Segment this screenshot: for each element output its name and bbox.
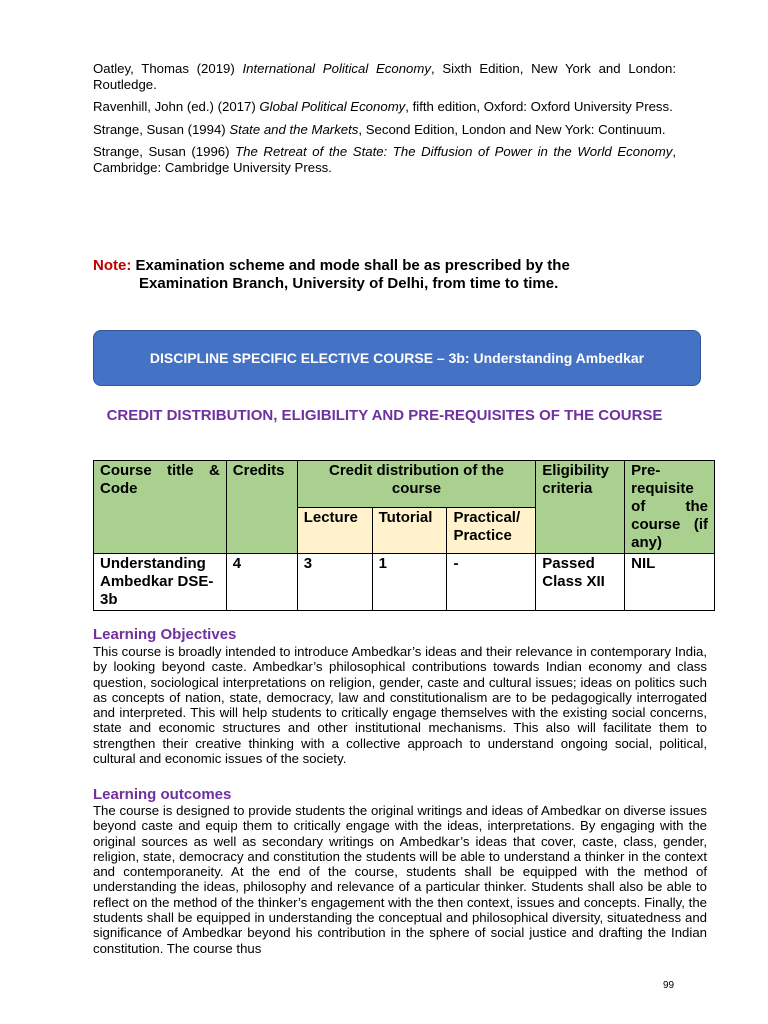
reference-item: Strange, Susan (1996) The Retreat of the State: The Diffusion of Power in the World Economy, Cambridge: Cambridge University Press. [93, 144, 676, 175]
course-banner [93, 330, 701, 386]
cell-course: Understanding Ambedkar DSE-3b [94, 554, 227, 611]
credit-heading: CREDIT DISTRIBUTION, ELIGIBILITY AND PRE-REQUISITES OF THE COURSE [106, 407, 663, 424]
reference-list [93, 61, 676, 182]
course-banner-title: DISCIPLINE SPECIFIC ELECTIVE COURSE – 3b: Understanding Ambedkar [149, 350, 645, 366]
table-row [94, 554, 715, 611]
note-line-1: Examination scheme and mode shall be as prescribed by the [131, 257, 570, 274]
reference-item: Oatley, Thomas (2019) International Political Economy, Sixth Edition, New York and London: Routledge. [93, 61, 676, 92]
header-tutorial: Tutorial [372, 507, 447, 554]
reference-item: Strange, Susan (1994) State and the Markets, Second Edition, London and New York: Continuum. [93, 121, 666, 137]
header-course-title: Course title & Code [94, 461, 227, 554]
note-label: Note: [93, 257, 132, 274]
note-line-2: Examination Branch, University of Delhi, from time to time. [139, 275, 559, 292]
header-credits: Credits [226, 461, 297, 554]
learning-objectives-heading: Learning Objectives [93, 626, 237, 643]
header-eligibility: Eligibility criteria [536, 461, 625, 554]
cell-prerequisite: NIL [625, 554, 715, 611]
reference-item: Ravenhill, John (ed.) (2017) Global Political Economy, fifth edition, Oxford: Oxford University Press. [93, 99, 673, 114]
header-prerequisite: Pre-requisite of the course (if any) [625, 461, 715, 554]
learning-outcomes-text: The course is designed to provide students the original writings and ideas of Ambedkar on diverse issues beyond caste and equip them to critically engage with the ideas, interpretations. By engaging with the original sources as well as secondary writings on Ambedkar’s ideas that cover, caste, class, gender, religion, state, democracy and constitution the students will be able to understand a thinker in the context and contemporaneity. At the end of the course, students shall be equipped with the method of understanding the ideas, philosophy and relevance of a particular thinker. Students shall also be able to reflect on the method of the thinker’s engagement with the then context, issues and concepts. Finally, the students shall be equipped in understanding the conceptual and philosophical diversity, situatedness and significance of Ambedkar beyond his contribution in the sphere of social justice and drafting the Indian constitution. The course thus [93, 803, 707, 956]
cell-tutorial: 1 [372, 554, 447, 611]
learning-outcomes-heading: Learning outcomes [93, 786, 232, 803]
table-header-row [94, 461, 715, 508]
cell-eligibility: Passed Class XII [536, 554, 625, 611]
credit-table [93, 460, 715, 611]
header-practical: Practical/ Practice [447, 507, 536, 554]
header-credit-distribution: Credit distribution of the course [297, 461, 536, 508]
cell-practical: - [447, 554, 536, 611]
examination-note [93, 257, 676, 293]
cell-credits: 4 [226, 554, 297, 611]
page-number: 99 [663, 980, 675, 991]
cell-lecture: 3 [297, 554, 372, 611]
header-lecture: Lecture [297, 507, 372, 554]
learning-objectives-text: This course is broadly intended to introduce Ambedkar’s ideas and their relevance in contemporary India, by looking beyond caste. Ambedkar’s philosophical contributions towards Indian economy and class question, sociological interpretations on religion, gender, caste and cultural issues; ideas on politics such as concepts of nation, state, democracy, law and constitutionalism are to be pedagogically interrogated and interpreted. This will help students to critically engage themselves with the existing social concerns, state and economic structures and other institutional mechanisms. This also will facilitate them to strengthen their creative thinking with a collective approach to understand ongoing social, political, cultural and economic issues of the society. [93, 644, 707, 767]
